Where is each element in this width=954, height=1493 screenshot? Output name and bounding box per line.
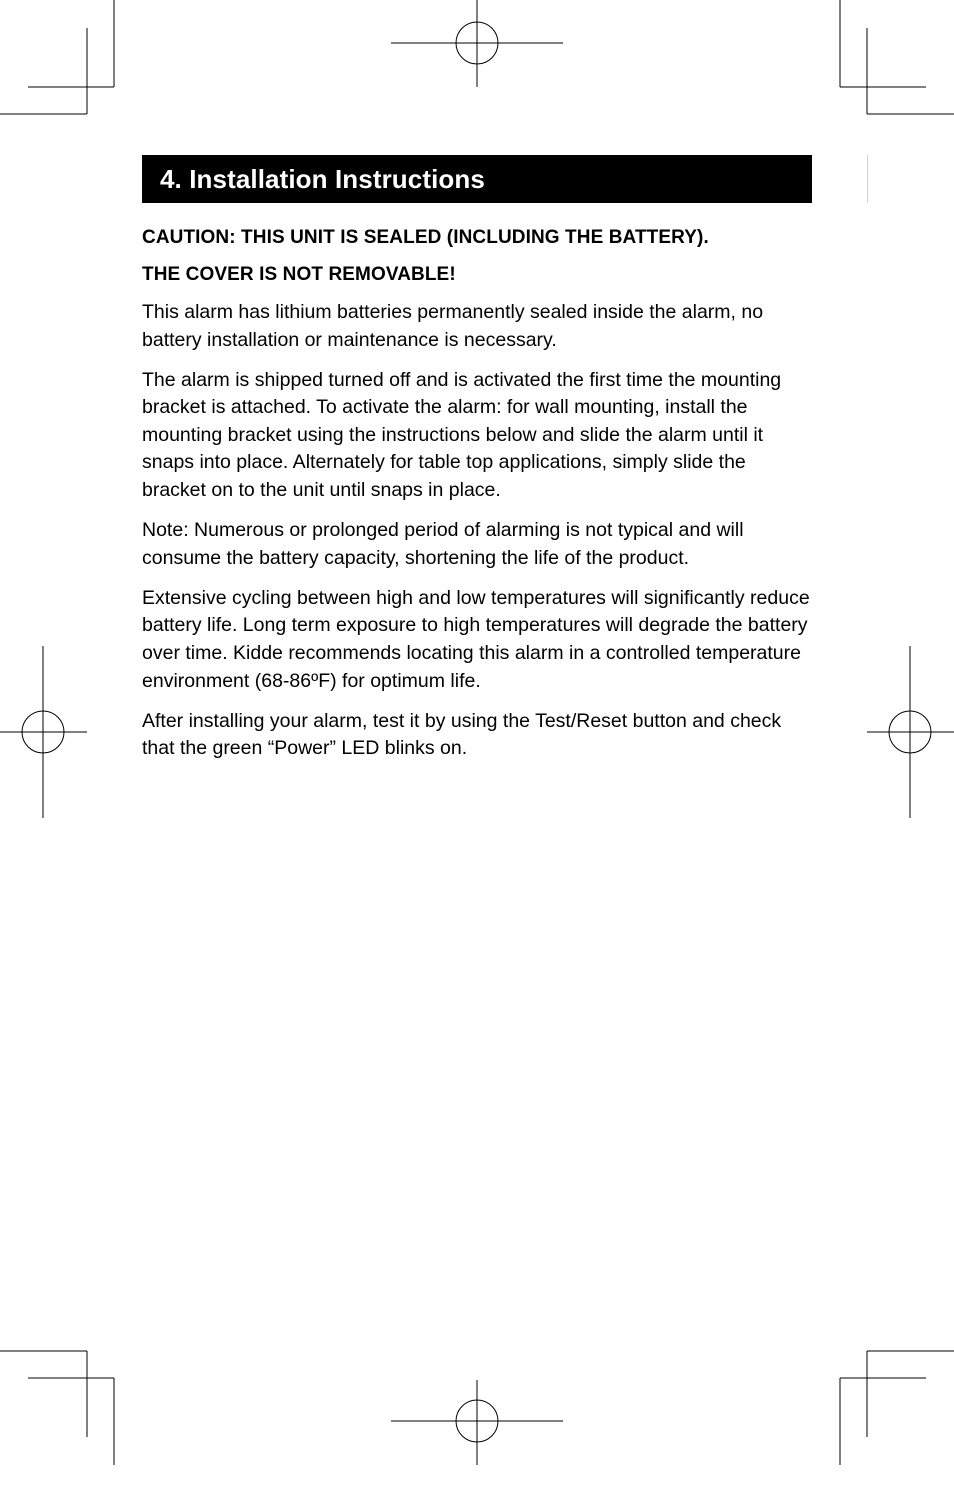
crop-mark-bottom-right [840, 1351, 954, 1465]
registration-mark-left [0, 646, 87, 818]
document-body [142, 219, 812, 763]
registration-mark-right [867, 646, 954, 818]
section-title: 4. Installation Instructions [160, 163, 485, 194]
section-header-bar [142, 155, 812, 203]
paragraph-note: Note: Numerous or prolonged period of alarming is not typical and will consume the battery capacity, shortening the life of the product. [142, 519, 744, 569]
caution-line-1: CAUTION: THIS UNIT IS SEALED (INCLUDING THE BATTERY). [142, 227, 709, 248]
crop-mark-top-left [0, 0, 114, 114]
caution-notice [142, 219, 812, 293]
paragraph-activation: The alarm is shipped turned off and is activated the first time the mounting bracket is attached. To activate the alarm: for wall mounting, install the mounting bracket using the instructions below and slide the alarm until it snaps into place. Alternately for table top applications, simply slide the bracket on to the unit until snaps in place. [142, 368, 782, 502]
margin-rule [867, 155, 868, 203]
registration-mark-top [391, 0, 563, 87]
crop-mark-bottom-left [0, 1351, 114, 1465]
crop-mark-top-right [840, 0, 954, 114]
caution-line-2: THE COVER IS NOT REMOVABLE! [142, 264, 456, 285]
paragraph-battery: This alarm has lithium batteries permanently sealed inside the alarm, no battery installation or maintenance is necessary. [142, 301, 764, 351]
paragraph-test: After installing your alarm, test it by using the Test/Reset button and check that the green “Power” LED blinks on. [142, 709, 782, 760]
paragraph-temperature: Extensive cycling between high and low temperatures will significantly reduce battery life. Long term exposure to high temperatures will degrade the battery over time. Kidde recommends locating this alarm in a controlled temperature environment (68-86ºF) for optimum life. [142, 586, 810, 692]
registration-mark-bottom [391, 1380, 563, 1465]
